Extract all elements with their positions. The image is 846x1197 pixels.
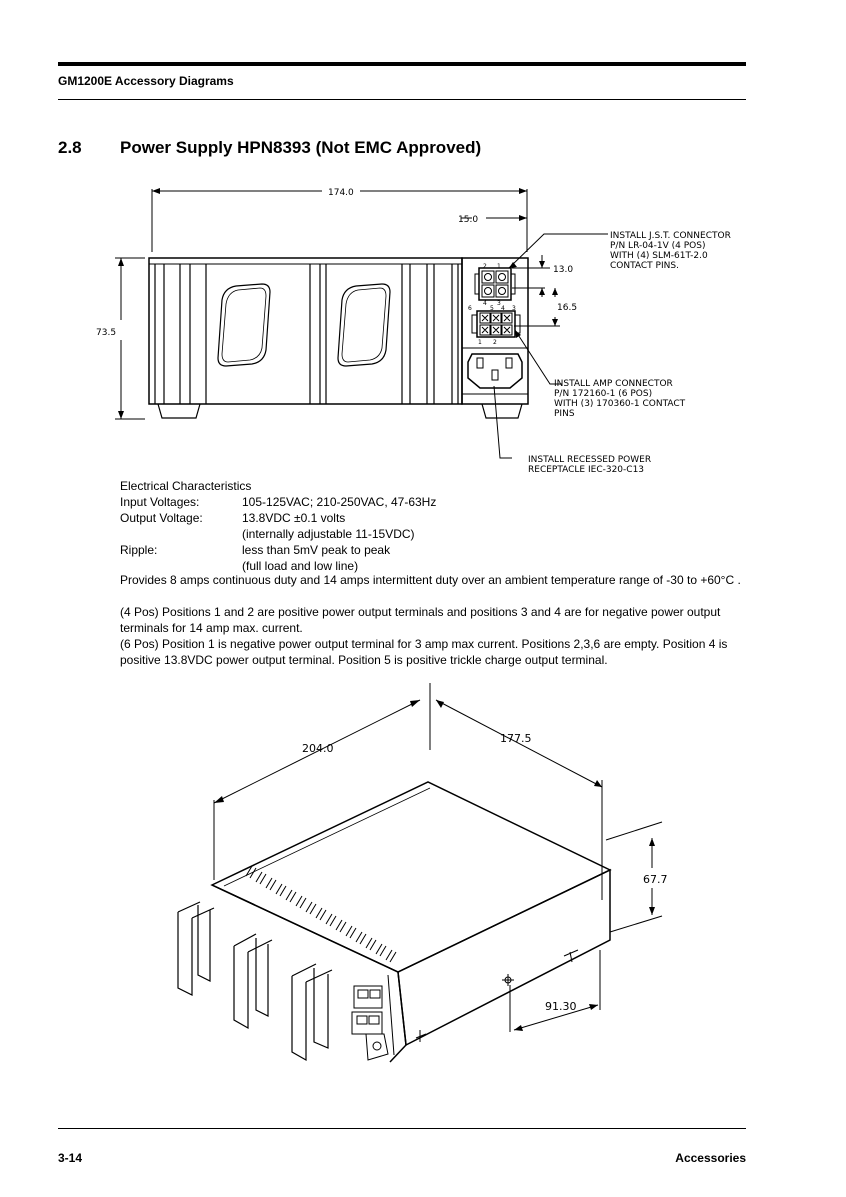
dim-length: 204.0 [302,742,334,755]
dim-offset: 15.0 [458,215,479,225]
callout-jst-line: P/N LR-04-1V (4 POS) [610,241,706,251]
pin-label: 5 [490,305,494,312]
callout-amp-line: PINS [554,409,575,419]
paragraph-6pos: (6 Pos) Position 1 is negative power output terminal for 3 amp max current. Positions 2,3,6 are empty. Position 4 is positive 13.8VDC power output terminal. Position 5 is positive trickle charge output terminal. [120,637,728,667]
chapter-name: Accessories [675,1151,746,1165]
callout-amp-line: INSTALL AMP CONNECTOR [554,379,673,389]
footer-rule [58,1128,746,1129]
spec-value: 13.8VDC ±0.1 volts [242,511,346,525]
spec-label: Ripple: [120,543,158,557]
dim-width: 174.0 [328,188,354,198]
callout-power-line: INSTALL RECESSED POWER [528,455,652,465]
paragraph-duty: Provides 8 amps continuous duty and 14 amps intermittent duty over an ambient temperature range of -30 to +60°C . [120,573,741,587]
pin-label: 6 [468,305,472,312]
pin-label: 2 [493,339,497,346]
callout-amp-line: P/N 172160-1 (6 POS) [554,389,653,399]
running-header: GM1200E Accessory Diagrams [58,74,234,88]
pin-label: 3 [512,305,516,312]
callout-jst-line: CONTACT PINS. [610,261,679,271]
dim-gap1: 13.0 [553,265,574,275]
dim-hole: 91.30 [545,1000,577,1013]
specs-heading: Electrical Characteristics [120,479,252,493]
spec-label: Input Voltages: [120,495,200,509]
pin-label: 3 [497,300,501,307]
section-number: 2.8 [58,138,82,157]
dim-gap2: 16.5 [557,303,578,313]
spec-value: (full load and low line) [242,559,359,573]
pin-label: 1 [478,339,482,346]
spec-value: less than 5mV peak to peak [242,543,391,557]
pin-label: 1 [497,263,501,270]
paragraph-4pos: (4 Pos) Positions 1 and 2 are positive power output terminals and positions 3 and 4 are for negative power output terminals for 14 amp max. current. [120,605,721,635]
dim-height: 67.7 [643,873,668,886]
callout-amp-line: WITH (3) 170360-1 CONTACT [554,399,686,409]
pin-label: 2 [483,263,487,270]
spec-label: Output Voltage: [120,511,203,525]
spec-value: 105-125VAC; 210-250VAC, 47-63Hz [242,495,437,509]
callout-jst-line: INSTALL J.S.T. CONNECTOR [610,231,731,241]
callout-power-line: RECEPTACLE IEC-320-C13 [528,465,645,475]
dim-depth: 177.5 [500,732,532,745]
page-number: 3-14 [58,1151,83,1165]
pin-label: 4 [501,305,505,312]
pin-label: 4 [483,300,487,307]
dim-height: 73.5 [96,328,117,338]
callout-jst-line: WITH (4) SLM-61T-2.0 [610,251,708,261]
spec-value: (internally adjustable 11-15VDC) [242,527,415,541]
section-title: Power Supply HPN8393 (Not EMC Approved) [120,138,482,157]
